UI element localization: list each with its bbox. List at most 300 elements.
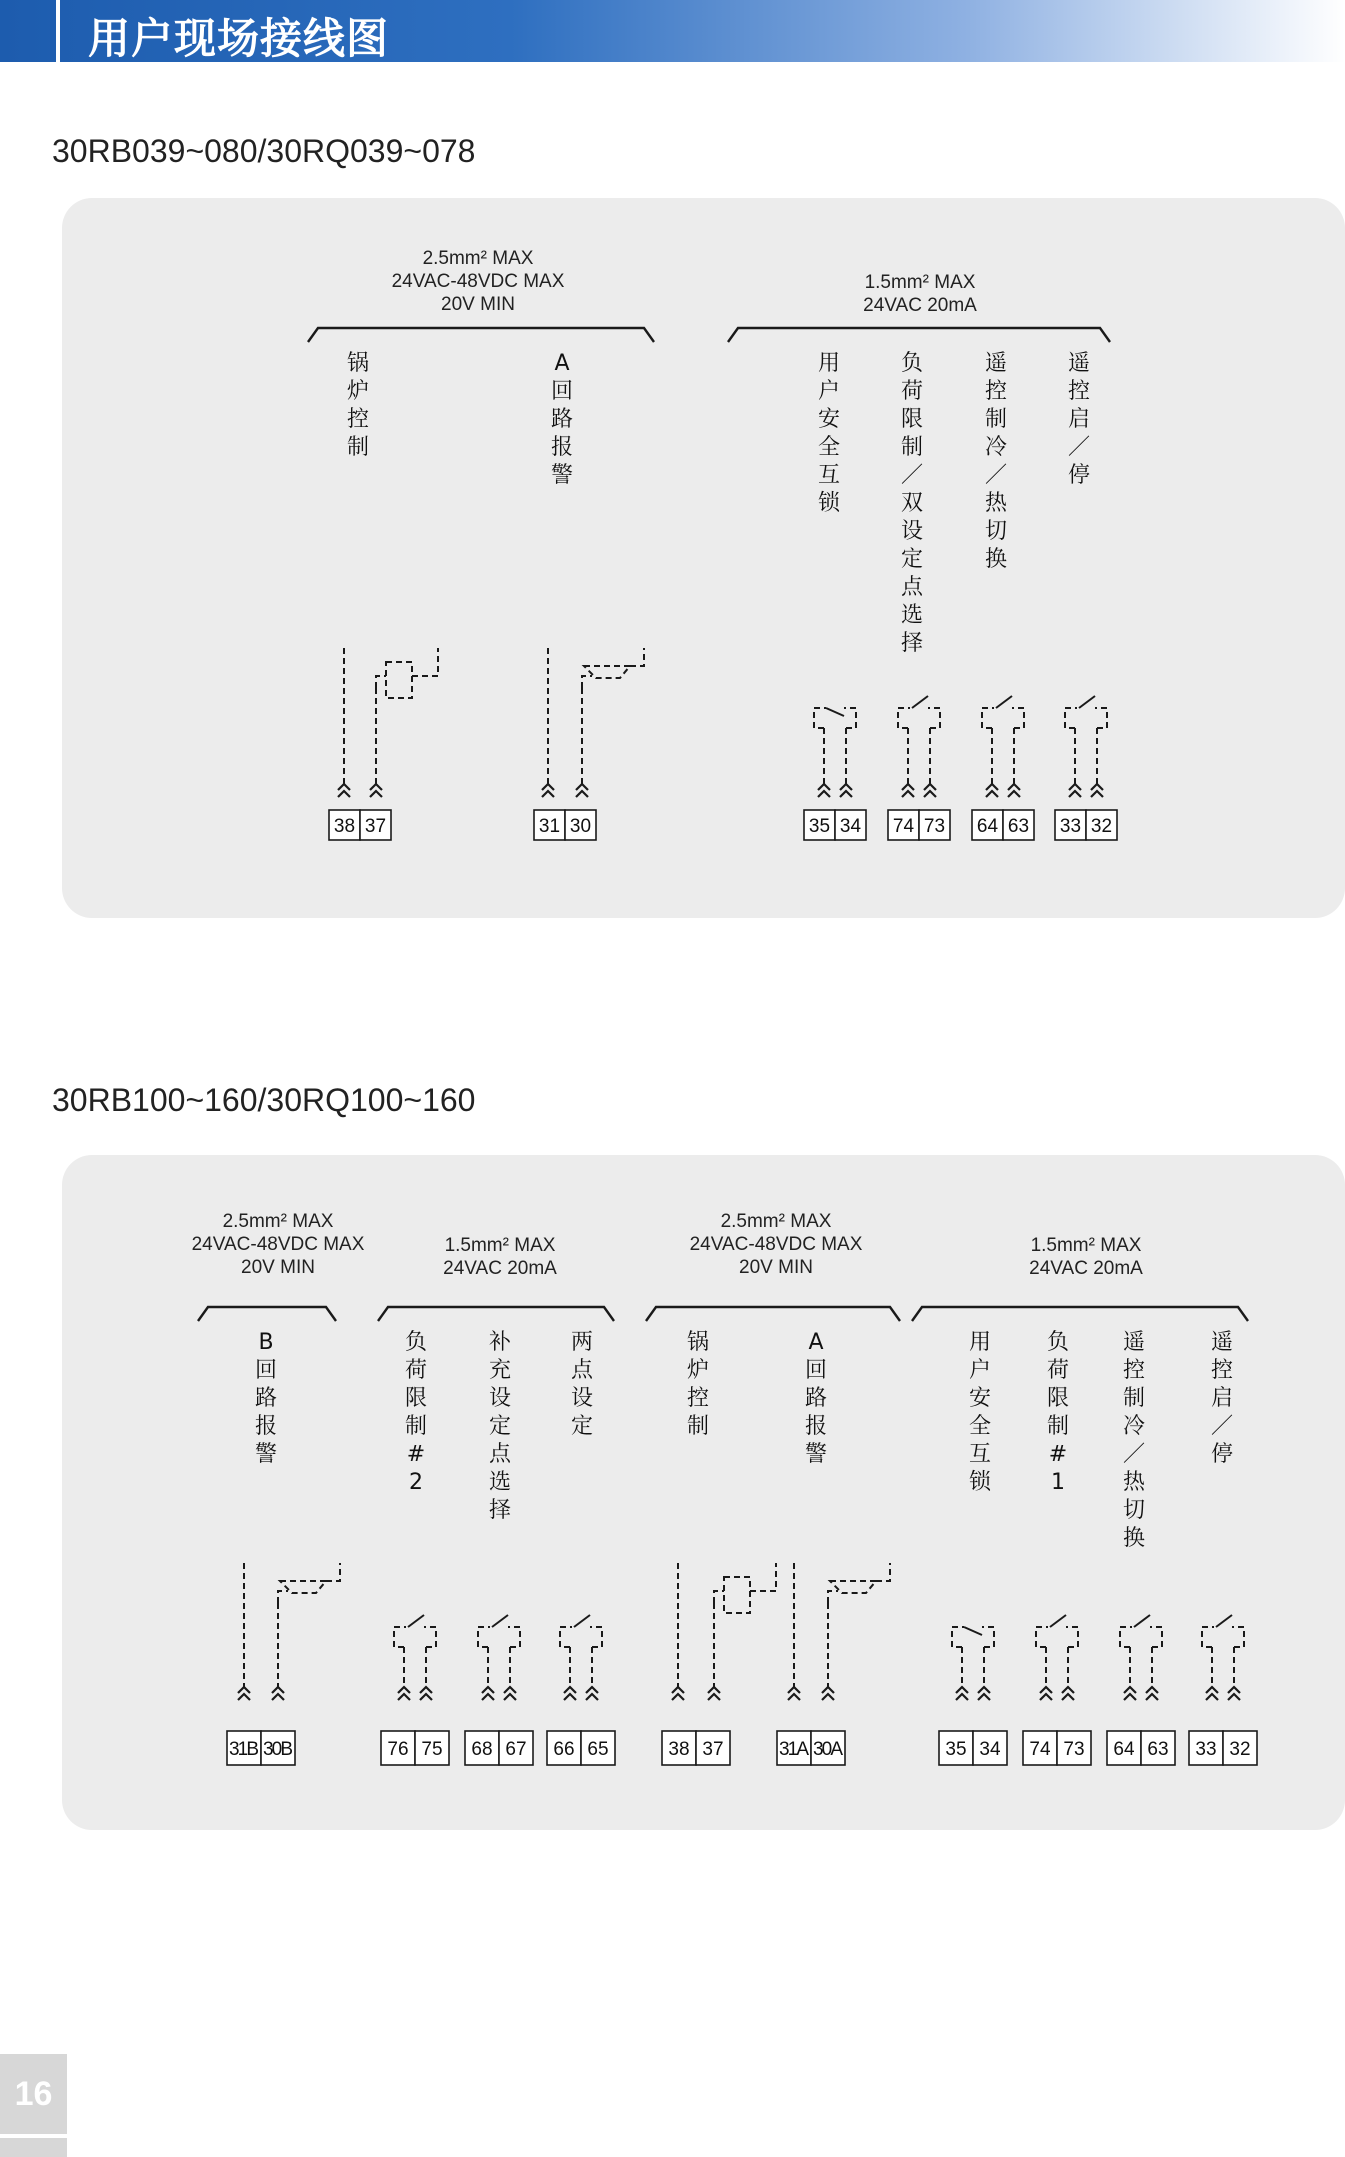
circuit-label-char: 锅 xyxy=(686,1330,710,1355)
circuit-label-char: 锁 xyxy=(968,1470,992,1495)
switch-blade xyxy=(826,708,844,716)
circuit-label-char: 锅 xyxy=(346,351,370,376)
circuit-label-char: 换 xyxy=(1122,1526,1146,1551)
circuit-label-char: A xyxy=(554,351,570,376)
page-number: 16 xyxy=(0,2054,67,2134)
page-header xyxy=(0,0,1345,62)
terminal-arrow xyxy=(1146,1687,1158,1693)
dashed-wire xyxy=(560,1627,572,1647)
circuit-label-char: 选 xyxy=(488,1470,512,1495)
circuit-label-char: 报 xyxy=(254,1414,278,1439)
terminal-arrow xyxy=(902,791,914,797)
switch-symbol xyxy=(1202,1615,1244,1700)
circuit-label-char: 点 xyxy=(900,575,924,600)
switch-symbol xyxy=(898,696,940,797)
circuit-label-char: 炉 xyxy=(686,1358,710,1383)
dashed-wire xyxy=(1232,1627,1244,1647)
dashed-wire xyxy=(1150,1627,1162,1647)
circuit-label-char: 全 xyxy=(968,1414,992,1439)
circuit-label-char: 换 xyxy=(984,547,1008,572)
terminal-number: 30 xyxy=(569,816,592,837)
circuit-label xyxy=(985,351,1008,572)
terminal-number: 66 xyxy=(553,1739,575,1760)
terminal-arrow xyxy=(564,1694,576,1700)
circuit-label-char: ／ xyxy=(1067,435,1091,460)
interlock-symbol xyxy=(814,708,856,797)
terminal-number: 34 xyxy=(839,816,862,837)
circuit-label-char: 回 xyxy=(254,1358,278,1383)
terminal-arrow xyxy=(956,1694,968,1700)
dashed-wire xyxy=(582,676,592,688)
switch-symbol xyxy=(394,1615,436,1700)
circuit-label xyxy=(901,351,924,656)
circuit-label xyxy=(1211,1330,1233,1467)
model-title-2: 30RB100~160/30RQ100~160 xyxy=(52,1082,476,1118)
terminal-number: 31B xyxy=(229,1739,259,1760)
circuit-label-char: 控 xyxy=(984,379,1008,404)
wire-spec-text: 2.5mm² MAX xyxy=(222,1211,334,1232)
circuit-label-char: 制 xyxy=(686,1414,710,1439)
terminal-number: 31A xyxy=(779,1739,809,1760)
circuit-label-char: 制 xyxy=(900,435,924,460)
wire-spec-text: 24VAC-48VDC MAX xyxy=(191,1234,365,1255)
relay-coil xyxy=(386,662,412,698)
terminal-arrow xyxy=(576,784,588,790)
terminal-arrow xyxy=(564,1687,576,1693)
wire-spec-text: 24VAC 20mA xyxy=(443,1258,557,1279)
circuit-label-char: 热 xyxy=(1122,1470,1146,1495)
circuit-label-char: 负 xyxy=(404,1330,428,1355)
wire-spec-text: 24VAC 20mA xyxy=(863,295,977,316)
circuit-label-char: 用 xyxy=(968,1330,992,1355)
circuit-label xyxy=(805,1330,827,1467)
circuit-label-char: 2 xyxy=(409,1470,423,1495)
circuit-label-char: 设 xyxy=(900,519,924,544)
terminal-arrow xyxy=(1062,1694,1074,1700)
dashed-wire xyxy=(376,676,386,688)
terminal-number: 73 xyxy=(923,816,946,837)
circuit-label-char: 遥 xyxy=(1067,351,1091,376)
terminal-arrow xyxy=(370,784,382,790)
terminal-number: 35 xyxy=(808,816,831,837)
interlock-symbol xyxy=(952,1627,994,1700)
wire-spec-text: 1.5mm² MAX xyxy=(1030,1235,1142,1256)
circuit-label-char: 设 xyxy=(488,1386,512,1411)
circuit-label-char: 报 xyxy=(550,435,574,460)
circuit-label-char: 制 xyxy=(1122,1386,1146,1411)
circuit-label xyxy=(347,351,369,460)
circuit-label-char: 负 xyxy=(1046,1330,1070,1355)
circuit-label-char: 定 xyxy=(488,1414,512,1439)
terminal-arrow xyxy=(586,1687,598,1693)
circuit-label-char: ／ xyxy=(1122,1442,1146,1467)
terminal-arrow xyxy=(1091,791,1103,797)
circuit-label-char: 路 xyxy=(254,1386,278,1411)
terminal-number: 35 xyxy=(945,1739,967,1760)
terminal-number: 30B xyxy=(263,1739,293,1760)
spec-bracket xyxy=(198,1307,336,1321)
circuit-label xyxy=(255,1330,277,1467)
model-title-1: 30RB039~080/30RQ039~078 xyxy=(52,133,476,169)
dashed-wire xyxy=(478,1627,490,1647)
circuit-label-char: B xyxy=(258,1330,274,1355)
terminal-arrow xyxy=(956,1687,968,1693)
dashed-wire xyxy=(814,708,826,728)
terminal-number: 38 xyxy=(668,1739,690,1760)
circuit-label-char: 两 xyxy=(570,1330,594,1355)
wire-spec-text: 24VAC 20mA xyxy=(1029,1258,1143,1279)
page-number-tab xyxy=(0,2138,67,2157)
terminal-arrow xyxy=(924,791,936,797)
circuit-label-char: 路 xyxy=(550,407,574,432)
circuit-label-char: 户 xyxy=(968,1358,992,1383)
relay-symbol xyxy=(338,648,438,797)
terminal-arrow xyxy=(482,1694,494,1700)
terminal-arrow xyxy=(238,1694,250,1700)
terminal-arrow xyxy=(576,791,588,797)
terminal-arrow xyxy=(420,1694,432,1700)
terminal-arrow xyxy=(1040,1687,1052,1693)
terminal-number: 75 xyxy=(421,1739,443,1760)
circuit-label-char: 限 xyxy=(1046,1386,1070,1411)
dashed-wire xyxy=(1065,708,1077,728)
circuit-label-char: 制 xyxy=(1046,1414,1070,1439)
alarm-symbol xyxy=(542,648,644,797)
circuit-label-char: ／ xyxy=(900,463,924,488)
wire-spec-text: 1.5mm² MAX xyxy=(444,1235,556,1256)
terminal-number: 64 xyxy=(1113,1739,1135,1760)
wire-spec-text: 24VAC-48VDC MAX xyxy=(391,271,565,292)
terminal-arrow xyxy=(1069,784,1081,790)
circuit-label-char: 点 xyxy=(488,1442,512,1467)
circuit-label xyxy=(489,1330,512,1523)
circuit-label-char: 报 xyxy=(804,1414,828,1439)
dashed-wire xyxy=(508,1627,520,1647)
terminal-arrow xyxy=(542,791,554,797)
circuit-label-char: 冷 xyxy=(984,435,1008,460)
circuit-label-char: A xyxy=(808,1330,824,1355)
circuit-label-char: 警 xyxy=(804,1442,828,1467)
wiring-panel-2 xyxy=(62,1155,1345,1830)
terminal-number: 63 xyxy=(1147,1739,1169,1760)
switch-blade xyxy=(1079,696,1095,708)
terminal-arrow xyxy=(986,784,998,790)
terminal-number: 74 xyxy=(892,816,915,837)
terminal-number: 33 xyxy=(1195,1739,1217,1760)
switch-blade xyxy=(964,1627,982,1635)
terminal-arrow xyxy=(978,1694,990,1700)
terminal-arrow xyxy=(1124,1687,1136,1693)
terminal-arrow xyxy=(272,1687,284,1693)
switch-blade xyxy=(408,1615,424,1627)
terminal-number: 31 xyxy=(538,816,561,837)
terminal-arrow xyxy=(672,1687,684,1693)
terminal-arrow xyxy=(978,1687,990,1693)
spec-bracket xyxy=(912,1307,1248,1321)
terminal-arrow xyxy=(822,1694,834,1700)
terminal-arrow xyxy=(272,1694,284,1700)
circuit-label-char: 制 xyxy=(984,407,1008,432)
dashed-wire xyxy=(630,648,644,666)
dashed-wire xyxy=(590,1627,602,1647)
terminal-arrow xyxy=(420,1687,432,1693)
dashed-wire xyxy=(928,708,940,728)
circuit-label-char: 择 xyxy=(900,631,924,656)
terminal-arrow xyxy=(1062,1687,1074,1693)
circuit-label xyxy=(1123,1330,1146,1551)
wiring-panel-1 xyxy=(62,198,1345,918)
alarm-symbol xyxy=(788,1563,890,1700)
circuit-label-char: 荷 xyxy=(404,1358,428,1383)
switch-symbol xyxy=(560,1615,602,1700)
circuit-label-char: # xyxy=(406,1442,426,1467)
terminal-number: 68 xyxy=(471,1739,493,1760)
terminal-number: 38 xyxy=(333,816,356,837)
circuit-label xyxy=(405,1330,427,1495)
circuit-label-char: 切 xyxy=(984,519,1008,544)
circuit-label-char: 警 xyxy=(254,1442,278,1467)
wire-spec-text: 2.5mm² MAX xyxy=(422,248,534,269)
circuit-label-char: 制 xyxy=(346,435,370,460)
terminal-arrow xyxy=(1228,1694,1240,1700)
terminal-arrow xyxy=(398,1687,410,1693)
terminal-arrow xyxy=(504,1694,516,1700)
dashed-wire xyxy=(412,648,438,676)
switch-blade xyxy=(1216,1615,1232,1627)
circuit-label-char: 双 xyxy=(900,491,924,516)
switch-symbol xyxy=(1036,1615,1078,1700)
circuit-label-char: 炉 xyxy=(346,379,370,404)
terminal-number: 76 xyxy=(387,1739,409,1760)
circuit-label-char: 冷 xyxy=(1122,1414,1146,1439)
circuit-label-char: 锁 xyxy=(817,491,841,516)
wire-spec-text: 2.5mm² MAX xyxy=(720,1211,832,1232)
terminal-arrow xyxy=(504,1687,516,1693)
terminal-number: 37 xyxy=(702,1739,724,1760)
circuit-label-char: 路 xyxy=(804,1386,828,1411)
switch-symbol xyxy=(1065,696,1107,797)
circuit-label xyxy=(687,1330,709,1439)
spec-bracket xyxy=(378,1307,614,1321)
page-title: 用户现场接线图 xyxy=(88,14,390,63)
circuit-label-char: 互 xyxy=(817,463,841,488)
circuit-label-char: 停 xyxy=(1067,463,1091,488)
terminal-arrow xyxy=(1146,1694,1158,1700)
terminal-arrow xyxy=(238,1687,250,1693)
dashed-wire xyxy=(394,1627,406,1647)
circuit-label-char: 回 xyxy=(804,1358,828,1383)
circuit-label-char: 补 xyxy=(488,1330,512,1355)
terminal-number: 63 xyxy=(1007,816,1030,837)
wiring-diagram-1 xyxy=(62,198,1345,918)
relay-coil xyxy=(724,1577,750,1613)
terminal-arrow xyxy=(586,1694,598,1700)
dashed-wire xyxy=(424,1627,436,1647)
circuit-label-char: 选 xyxy=(900,603,924,628)
wire-spec-text: 24VAC-48VDC MAX xyxy=(689,1234,863,1255)
switch-blade xyxy=(574,1615,590,1627)
dashed-wire xyxy=(898,708,910,728)
terminal-arrow xyxy=(788,1687,800,1693)
terminal-arrow xyxy=(1069,791,1081,797)
switch-blade xyxy=(996,696,1012,708)
spec-bracket xyxy=(646,1307,900,1321)
terminal-number: 65 xyxy=(587,1739,609,1760)
terminal-arrow xyxy=(818,791,830,797)
circuit-label-char: 荷 xyxy=(1046,1358,1070,1383)
circuit-label xyxy=(551,351,573,488)
terminal-arrow xyxy=(542,784,554,790)
relay-symbol xyxy=(672,1563,776,1700)
circuit-label xyxy=(969,1330,992,1495)
circuit-label-char: 控 xyxy=(1067,379,1091,404)
circuit-label-char: 全 xyxy=(817,435,841,460)
terminal-arrow xyxy=(398,1694,410,1700)
dashed-wire xyxy=(1120,1627,1132,1647)
terminal-number: 73 xyxy=(1063,1739,1085,1760)
terminal-arrow xyxy=(840,791,852,797)
terminal-arrow xyxy=(708,1687,720,1693)
circuit-label-char: 警 xyxy=(550,463,574,488)
terminal-arrow xyxy=(822,1687,834,1693)
circuit-label-char: 遥 xyxy=(1122,1330,1146,1355)
circuit-label-char: 互 xyxy=(968,1442,992,1467)
circuit-label-char: 限 xyxy=(404,1386,428,1411)
terminal-number: 67 xyxy=(505,1739,527,1760)
circuit-label-char: 启 xyxy=(1067,407,1091,432)
circuit-label xyxy=(1068,351,1090,488)
dashed-wire xyxy=(982,708,994,728)
spec-bracket xyxy=(728,328,1110,342)
circuit-label-char: 安 xyxy=(968,1386,992,1411)
circuit-label-char: 热 xyxy=(984,491,1008,516)
terminal-arrow xyxy=(840,784,852,790)
header-divider xyxy=(56,0,60,62)
circuit-label-char: 1 xyxy=(1051,1470,1065,1495)
circuit-label-char: 安 xyxy=(817,407,841,432)
dashed-wire xyxy=(952,1627,964,1647)
wire-spec-text: 20V MIN xyxy=(441,294,515,315)
terminal-arrow xyxy=(1228,1687,1240,1693)
dashed-wire xyxy=(1095,708,1107,728)
circuit-label-char: 遥 xyxy=(1210,1330,1234,1355)
circuit-label xyxy=(1047,1330,1069,1495)
terminal-arrow xyxy=(482,1687,494,1693)
switch-symbol xyxy=(478,1615,520,1700)
wire-spec-text: 20V MIN xyxy=(241,1257,315,1278)
wiring-diagram-2 xyxy=(62,1155,1345,1830)
dashed-wire xyxy=(326,1563,340,1581)
circuit-label xyxy=(571,1330,594,1439)
terminal-arrow xyxy=(370,791,382,797)
dashed-wire xyxy=(750,1563,776,1591)
circuit-label-char: 控 xyxy=(686,1386,710,1411)
circuit-label-char: ／ xyxy=(984,463,1008,488)
dashed-wire xyxy=(1066,1627,1078,1647)
terminal-arrow xyxy=(986,791,998,797)
switch-blade xyxy=(1134,1615,1150,1627)
circuit-label-char: 定 xyxy=(900,547,924,572)
circuit-label-char: 用 xyxy=(817,351,841,376)
circuit-label-char: 设 xyxy=(570,1386,594,1411)
terminal-arrow xyxy=(338,791,350,797)
terminal-arrow xyxy=(672,1694,684,1700)
switch-symbol xyxy=(1120,1615,1162,1700)
terminal-arrow xyxy=(1091,784,1103,790)
terminal-number: 37 xyxy=(364,816,387,837)
alarm-symbol xyxy=(238,1563,340,1700)
terminal-number: 32 xyxy=(1090,816,1113,837)
circuit-label-char: # xyxy=(1048,1442,1068,1467)
terminal-number: 30A xyxy=(813,1739,843,1760)
switch-symbol xyxy=(982,696,1024,797)
switch-blade xyxy=(1050,1615,1066,1627)
terminal-arrow xyxy=(338,784,350,790)
circuit-label-char: 限 xyxy=(900,407,924,432)
dashed-wire xyxy=(278,1591,288,1603)
terminal-arrow xyxy=(1124,1694,1136,1700)
circuit-label-char: 回 xyxy=(550,379,574,404)
circuit-label-char: 停 xyxy=(1210,1442,1234,1467)
circuit-label-char: ／ xyxy=(1210,1414,1234,1439)
circuit-label xyxy=(818,351,841,516)
terminal-number: 64 xyxy=(976,816,999,837)
wire-spec-text: 1.5mm² MAX xyxy=(864,272,976,293)
dashed-wire xyxy=(1202,1627,1214,1647)
terminal-arrow xyxy=(708,1694,720,1700)
dashed-wire xyxy=(876,1563,890,1581)
dashed-wire xyxy=(714,1591,724,1603)
circuit-label-char: 户 xyxy=(817,379,841,404)
circuit-label-char: 控 xyxy=(1122,1358,1146,1383)
switch-blade xyxy=(912,696,928,708)
terminal-arrow xyxy=(1040,1694,1052,1700)
circuit-label-char: 制 xyxy=(404,1414,428,1439)
dashed-wire xyxy=(982,1627,994,1647)
circuit-label-char: 充 xyxy=(488,1358,512,1383)
switch-blade xyxy=(492,1615,508,1627)
terminal-arrow xyxy=(788,1694,800,1700)
dashed-wire xyxy=(1036,1627,1048,1647)
wire-spec-text: 20V MIN xyxy=(739,1257,813,1278)
spec-bracket xyxy=(308,328,654,342)
circuit-label-char: 启 xyxy=(1210,1386,1234,1411)
terminal-number: 32 xyxy=(1229,1739,1251,1760)
circuit-label-char: 荷 xyxy=(900,379,924,404)
circuit-label-char: 控 xyxy=(1210,1358,1234,1383)
terminal-arrow xyxy=(902,784,914,790)
dashed-wire xyxy=(828,1591,838,1603)
terminal-arrow xyxy=(1206,1687,1218,1693)
terminal-arrow xyxy=(818,784,830,790)
circuit-label-char: 控 xyxy=(346,407,370,432)
terminal-arrow xyxy=(1008,784,1020,790)
terminal-arrow xyxy=(924,784,936,790)
circuit-label-char: 点 xyxy=(570,1358,594,1383)
dashed-wire xyxy=(1012,708,1024,728)
terminal-arrow xyxy=(1206,1694,1218,1700)
terminal-arrow xyxy=(1008,791,1020,797)
dashed-wire xyxy=(844,708,856,728)
terminal-number: 33 xyxy=(1059,816,1082,837)
circuit-label-char: 遥 xyxy=(984,351,1008,376)
circuit-label-char: 择 xyxy=(488,1498,512,1523)
terminal-number: 74 xyxy=(1029,1739,1051,1760)
terminal-number: 34 xyxy=(979,1739,1001,1760)
circuit-label-char: 定 xyxy=(570,1414,594,1439)
circuit-label-char: 负 xyxy=(900,351,924,376)
circuit-label-char: 切 xyxy=(1122,1498,1146,1523)
